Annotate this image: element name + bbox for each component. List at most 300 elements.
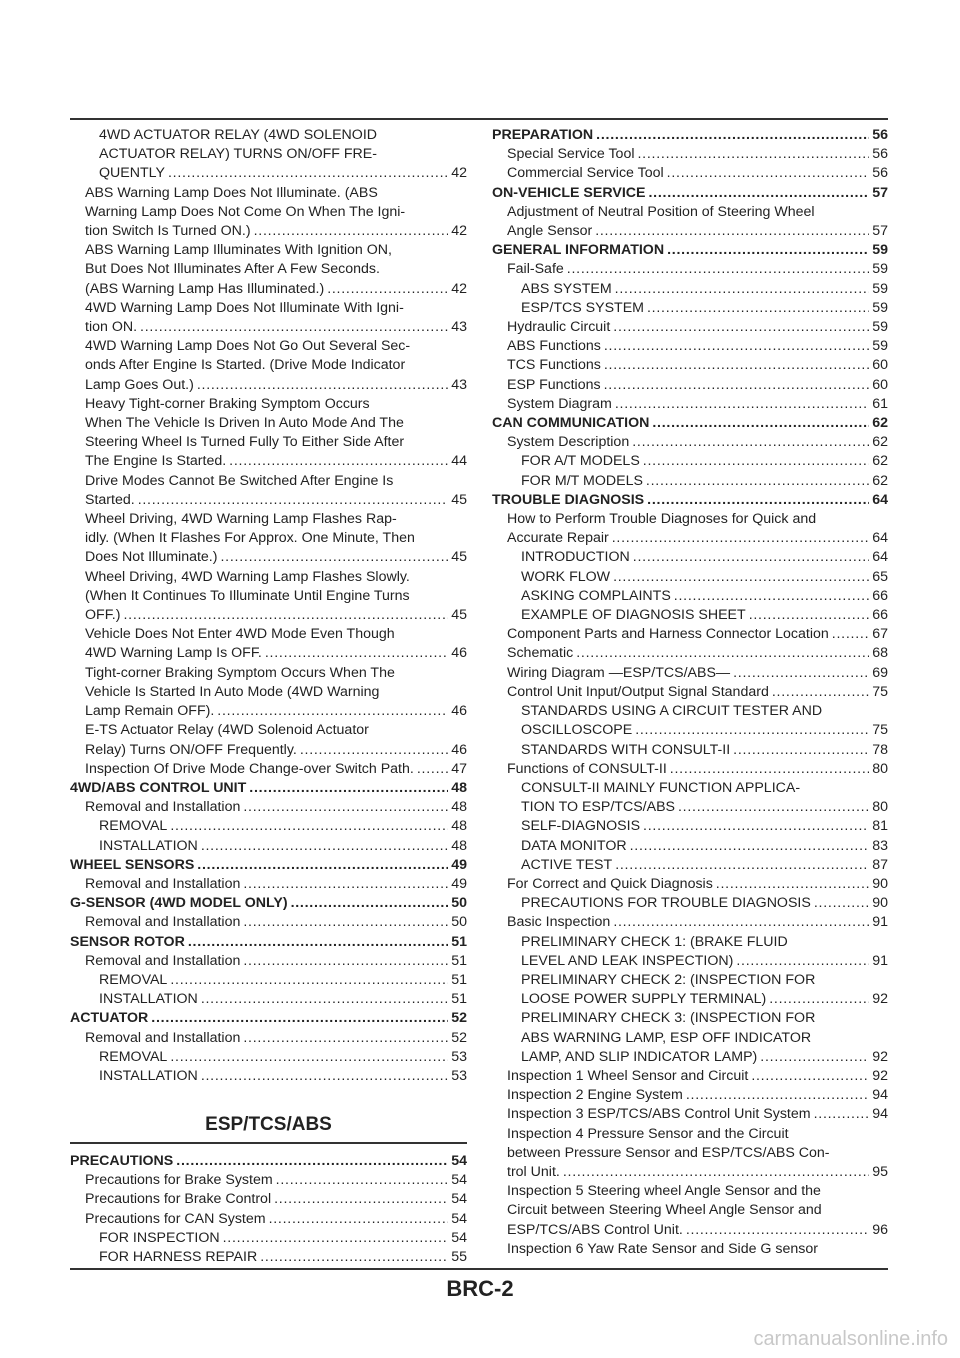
toc-left-top-list	[70, 126, 467, 1086]
toc-entry[interactable]	[492, 856, 888, 875]
toc-entry[interactable]	[70, 837, 467, 856]
toc-entry-title: E-TS Actuator Relay (4WD Solenoid Actuator	[85, 722, 369, 739]
toc-entry[interactable]	[70, 1248, 467, 1267]
toc-entry-line	[85, 241, 467, 260]
toc-entry-title: REMOVAL	[99, 971, 168, 988]
toc-entry-title: Tight-corner Braking Symptom Occurs When The	[85, 664, 395, 681]
toc-entry-title: STANDARDS USING A CIRCUIT TESTER AND	[521, 703, 823, 720]
toc-entry-title: FOR HARNESS REPAIR	[99, 1249, 258, 1266]
toc-entry-title: ABS SYSTEM	[521, 280, 612, 297]
toc-entry[interactable]	[492, 1067, 888, 1086]
dot-leader	[638, 145, 870, 164]
toc-entry[interactable]	[492, 1086, 888, 1105]
toc-entry-page: 43	[451, 319, 467, 336]
toc-entry-title: onds After Engine Is Started. (Drive Mode Indicator	[85, 357, 406, 374]
toc-entry-title: Heavy Tight-corner Braking Symptom Occurs	[85, 395, 370, 412]
dot-leader	[646, 472, 869, 491]
toc-entry[interactable]	[70, 894, 467, 913]
toc-entry-line	[507, 913, 888, 932]
dot-leader	[168, 164, 448, 183]
dot-leader	[243, 1029, 448, 1048]
toc-entry-page: 42	[451, 165, 467, 182]
toc-entry-title: LEVEL AND LEAK INSPECTION)	[521, 952, 734, 969]
toc-entry-title: Inspection 3 ESP/TCS/ABS Control Unit System	[507, 1106, 811, 1123]
dot-leader	[243, 952, 448, 971]
dot-leader	[613, 568, 869, 587]
dot-leader	[647, 491, 869, 510]
toc-entry-title: ABS Functions	[507, 338, 601, 355]
toc-entry-title: 4WD Warning Lamp Is OFF.	[85, 645, 262, 662]
toc-entry[interactable]	[492, 971, 888, 1009]
toc-entry-page: 59	[872, 242, 888, 259]
toc-entry-page: 90	[872, 895, 888, 912]
dot-leader	[229, 452, 448, 471]
toc-entry[interactable]	[492, 1182, 888, 1240]
toc-entry[interactable]	[70, 1229, 467, 1248]
toc-entry-page: 54	[451, 1153, 467, 1169]
toc-entry[interactable]	[70, 625, 467, 663]
toc-entry[interactable]	[70, 817, 467, 836]
toc-entry-line	[70, 856, 467, 875]
dot-leader	[596, 126, 869, 145]
toc-entry[interactable]	[492, 318, 888, 337]
toc-entry-line	[521, 606, 888, 625]
toc-entry-title: CAN COMMUNICATION	[492, 415, 650, 432]
toc-entry-page: 56	[872, 146, 888, 163]
dot-leader	[201, 837, 448, 856]
toc-entry[interactable]	[70, 990, 467, 1009]
toc-entry[interactable]	[492, 280, 888, 299]
dot-leader	[615, 280, 870, 299]
toc-entry[interactable]	[492, 664, 888, 683]
toc-entry-title: INSTALLATION	[99, 991, 198, 1008]
toc-entry-line	[507, 145, 888, 164]
toc-entry[interactable]	[492, 1009, 888, 1067]
toc-entry-line	[70, 1009, 467, 1028]
dot-leader	[643, 817, 869, 836]
toc-entry-title: Relay) Turns ON/OFF Frequently.	[85, 741, 297, 758]
toc-entry[interactable]	[492, 683, 888, 702]
toc-entry-line	[85, 1210, 467, 1229]
dot-leader	[613, 913, 869, 932]
section-rule	[70, 1142, 467, 1144]
toc-entry-line	[521, 1029, 888, 1048]
toc-entry-line	[507, 625, 888, 644]
toc-entry-title: (ABS Warning Lamp Has Illuminated.)	[85, 280, 325, 297]
toc-entry-page: 59	[872, 280, 888, 297]
toc-entry-line	[70, 894, 467, 913]
toc-entry-title: PRELIMINARY CHECK 2: (INSPECTION FOR	[521, 971, 816, 988]
toc-entry-line	[85, 548, 467, 567]
toc-left-bottom-list	[70, 1152, 467, 1267]
toc-entry-title: DATA MONITOR	[521, 837, 627, 854]
toc-entry[interactable]	[492, 779, 888, 817]
toc-entry-line	[507, 260, 888, 279]
toc-entry-line	[99, 164, 467, 183]
dot-leader	[772, 683, 869, 702]
toc-entry-line	[85, 452, 467, 471]
toc-entry-line	[507, 510, 888, 529]
toc-entry-page: 49	[451, 856, 467, 873]
toc-entry[interactable]	[70, 1171, 467, 1190]
toc-entry-line	[85, 760, 467, 779]
toc-entry-page: 48	[451, 837, 467, 854]
toc-entry[interactable]	[492, 702, 888, 740]
toc-entry-line	[492, 241, 888, 260]
toc-entry-title: ASKING COMPLAINTS	[521, 587, 671, 604]
toc-entry[interactable]	[70, 241, 467, 299]
toc-entry[interactable]	[492, 376, 888, 395]
toc-entry-page: 53	[451, 1048, 467, 1065]
toc-entry-line	[521, 741, 888, 760]
toc-entry-title: ABS WARNING LAMP, ESP OFF INDICATOR	[521, 1029, 812, 1046]
toc-entry-title: Warning Lamp Does Not Come On When The Igni-	[85, 203, 406, 220]
toc-entry[interactable]	[492, 894, 888, 913]
dot-leader	[170, 971, 448, 990]
toc-entry-page: 60	[872, 376, 888, 393]
toc-entry-page: 51	[451, 991, 467, 1008]
toc-entry-title: 4WD/ABS CONTROL UNIT	[70, 779, 247, 796]
dot-leader	[751, 1067, 869, 1086]
toc-entry[interactable]	[492, 472, 888, 491]
toc-entry[interactable]	[70, 856, 467, 875]
toc-entry-title: Inspection 1 Wheel Sensor and Circuit	[507, 1067, 749, 1084]
toc-entry-title: Special Service Tool	[507, 146, 635, 163]
toc-entry-title: ESP/TCS/ABS Control Unit.	[507, 1221, 683, 1238]
toc-entry-title: Fail-Safe	[507, 261, 564, 278]
toc-entry[interactable]	[492, 644, 888, 663]
toc-entry-line	[507, 164, 888, 183]
toc-entry-page: 52	[451, 1010, 467, 1027]
toc-entry-line	[521, 452, 888, 471]
toc-entry[interactable]	[492, 395, 888, 414]
toc-entry[interactable]	[70, 1067, 467, 1086]
dot-leader	[674, 587, 869, 606]
toc-entry-line	[99, 1248, 467, 1267]
toc-entry[interactable]	[492, 760, 888, 779]
toc-entry-title: Hydraulic Circuit	[507, 319, 611, 336]
toc-entry[interactable]	[70, 933, 467, 952]
toc-entry-line	[507, 318, 888, 337]
toc-entry-line	[507, 1105, 888, 1124]
toc-entry[interactable]	[70, 798, 467, 817]
toc-entry-title: ESP Functions	[507, 376, 601, 393]
toc-entry-line	[85, 568, 467, 587]
toc-entry-line	[85, 491, 467, 510]
toc-entry[interactable]	[70, 1048, 467, 1067]
toc-entry-title: ACTIVE TEST	[521, 856, 613, 873]
toc-entry[interactable]	[70, 721, 467, 759]
toc-entry[interactable]	[492, 337, 888, 356]
toc-entry-line	[70, 1152, 467, 1171]
dot-leader	[123, 606, 448, 625]
toc-entry-page: 94	[872, 1087, 888, 1104]
toc-entry-line	[521, 568, 888, 587]
toc-entry-page: 54	[451, 1172, 467, 1189]
toc-entry-line	[507, 1144, 888, 1163]
dot-leader	[243, 913, 448, 932]
toc-entry-line	[521, 894, 888, 913]
toc-entry-title: PRELIMINARY CHECK 1: (BRAKE FLUID	[521, 933, 788, 950]
toc-entry-title: Removal and Installation	[85, 1029, 241, 1046]
dot-leader	[197, 376, 448, 395]
toc-entry-page: 53	[451, 1067, 467, 1084]
toc-entry-line	[85, 260, 467, 279]
toc-entry-line	[70, 933, 467, 952]
dot-leader	[667, 164, 870, 183]
dot-leader	[648, 184, 869, 203]
toc-entry-title: REMOVAL	[99, 818, 168, 835]
toc-entry-page: 59	[872, 299, 888, 316]
toc-entry-line	[507, 1240, 888, 1259]
toc-entry[interactable]	[492, 1125, 888, 1183]
toc-entry-page: 42	[451, 280, 467, 297]
toc-entry-page: 50	[451, 895, 467, 912]
toc-entry-title: ABS Warning Lamp Does Not Illuminate. (ABS	[85, 184, 378, 201]
toc-entry-title: CONSULT-II MAINLY FUNCTION APPLICA-	[521, 779, 801, 796]
toc-entry-page: 51	[451, 952, 467, 969]
toc-entry-line	[507, 529, 888, 548]
dot-leader	[604, 356, 869, 375]
dot-leader	[249, 779, 448, 798]
toc-entry-page: 43	[451, 376, 467, 393]
toc-entry[interactable]	[492, 260, 888, 279]
dot-leader	[274, 1190, 448, 1209]
toc-entry-page: 60	[872, 357, 888, 374]
toc-entry-line	[99, 990, 467, 1009]
toc-entry-line	[85, 376, 467, 395]
toc-entry-title: WORK FLOW	[521, 568, 611, 585]
toc-entry[interactable]	[492, 433, 888, 452]
toc-entry-page: 55	[451, 1249, 467, 1266]
toc-entry-line	[85, 280, 467, 299]
toc-entry[interactable]	[70, 568, 467, 626]
toc-entry[interactable]	[70, 875, 467, 894]
toc-entry[interactable]	[492, 491, 888, 510]
toc-entry-page: 51	[451, 971, 467, 988]
toc-entry-line	[85, 606, 467, 625]
toc-entry-title: The Engine Is Started.	[85, 453, 227, 470]
toc-entry-page: 92	[872, 1067, 888, 1084]
toc-entry[interactable]	[70, 472, 467, 510]
toc-entry-title: TION TO ESP/TCS/ABS	[521, 799, 675, 816]
toc-entry-line	[521, 587, 888, 606]
toc-entry-title: ABS Warning Lamp Illuminates With Ignition ON,	[85, 242, 392, 259]
toc-entry-line	[507, 222, 888, 241]
toc-entry[interactable]	[70, 952, 467, 971]
toc-entry-line	[521, 933, 888, 952]
toc-entry[interactable]	[492, 587, 888, 606]
toc-entry-title: Precautions for CAN System	[85, 1210, 266, 1227]
toc-entry[interactable]	[492, 817, 888, 836]
toc-entry-page: 52	[451, 1029, 467, 1046]
toc-entry[interactable]	[492, 203, 888, 241]
toc-entry-title: Vehicle Is Started In Auto Mode (4WD Warning	[85, 683, 380, 700]
dot-leader	[652, 414, 869, 433]
toc-entry-line	[99, 126, 467, 145]
toc-entry[interactable]	[70, 1190, 467, 1209]
toc-entry-line	[492, 414, 888, 433]
toc-entry-title: EXAMPLE OF DIAGNOSIS SHEET	[521, 607, 746, 624]
toc-entry-title: FOR INSPECTION	[99, 1229, 220, 1246]
toc-entry[interactable]	[492, 548, 888, 567]
toc-entry[interactable]	[70, 971, 467, 990]
toc-entry-title: Inspection Of Drive Mode Change-over Switch Path.	[85, 760, 414, 777]
toc-entry[interactable]	[70, 510, 467, 568]
toc-entry[interactable]	[492, 452, 888, 471]
toc-entry-line	[521, 817, 888, 836]
toc-entry-title: PREPARATION	[492, 127, 594, 143]
toc-entry-page: 92	[872, 1048, 888, 1065]
toc-entry-line	[507, 203, 888, 222]
toc-entry[interactable]	[70, 1152, 467, 1171]
toc-entry-page: 67	[872, 626, 888, 643]
toc-entry[interactable]	[492, 875, 888, 894]
toc-entry[interactable]	[492, 184, 888, 203]
toc-entry-page: 75	[872, 683, 888, 700]
dot-leader	[327, 280, 448, 299]
toc-entry-title: trol Unit.	[507, 1163, 560, 1180]
toc-entry-line	[85, 299, 467, 318]
dot-leader	[716, 875, 869, 894]
toc-entry-title: STANDARDS WITH CONSULT-II	[521, 741, 731, 758]
toc-entry-line	[492, 184, 888, 203]
toc-entry-title: OFF.)	[85, 607, 121, 624]
toc-entry-title: Adjustment of Neutral Position of Steering Wheel	[507, 203, 815, 220]
toc-entry[interactable]	[492, 913, 888, 932]
toc-entry-title: SENSOR ROTOR	[70, 933, 185, 950]
toc-entry-title: 4WD ACTUATOR RELAY (4WD SOLENOID	[99, 127, 378, 143]
toc-entry[interactable]	[492, 741, 888, 760]
dot-leader	[254, 222, 449, 241]
toc-entry[interactable]	[70, 779, 467, 798]
toc-entry[interactable]	[492, 241, 888, 260]
toc-entry[interactable]	[70, 913, 467, 932]
toc-entry[interactable]	[492, 606, 888, 625]
toc-entry[interactable]	[492, 414, 888, 433]
toc-entry-title: 4WD Warning Lamp Does Not Go Out Several Sec-	[85, 338, 411, 355]
toc-entry-line	[521, 952, 888, 971]
toc-left-bottom-column	[70, 1152, 467, 1267]
toc-entry-page: 61	[872, 395, 888, 412]
toc-entry[interactable]	[70, 337, 467, 395]
toc-entry-line	[507, 1086, 888, 1105]
toc-entry-line	[85, 952, 467, 971]
dot-leader	[300, 741, 448, 760]
toc-entry-line	[85, 433, 467, 452]
toc-entry[interactable]	[70, 184, 467, 242]
toc-entry[interactable]	[70, 1210, 467, 1229]
dot-leader	[630, 837, 870, 856]
toc-entry-title: For Correct and Quick Diagnosis	[507, 875, 713, 892]
dot-leader	[223, 1229, 449, 1248]
toc-entry-page: 94	[872, 1106, 888, 1123]
toc-entry-title: Removal and Installation	[85, 875, 241, 892]
toc-entry[interactable]	[70, 1029, 467, 1048]
toc-entry-title: PRELIMINARY CHECK 3: (INSPECTION FOR	[521, 1010, 816, 1027]
toc-entry[interactable]	[492, 510, 888, 548]
toc-entry-title: Wheel Driving, 4WD Warning Lamp Flashes Rap-	[85, 511, 397, 528]
toc-entry-title: SELF-DIAGNOSIS	[521, 818, 641, 835]
toc-entry[interactable]	[492, 145, 888, 164]
dot-leader	[417, 760, 448, 779]
toc-entry-page: 42	[451, 223, 467, 240]
toc-entry-title: How to Perform Trouble Diagnoses for Quick and	[507, 511, 817, 528]
toc-entry-page: 64	[872, 530, 888, 547]
dot-leader	[563, 1163, 869, 1182]
toc-entry-line	[85, 414, 467, 433]
toc-entry[interactable]	[492, 356, 888, 375]
toc-entry-title: Lamp Remain OFF).	[85, 703, 215, 720]
toc-entry-page: 45	[451, 491, 467, 508]
toc-entry-line	[99, 971, 467, 990]
toc-entry-line	[507, 356, 888, 375]
toc-entry-title: Removal and Installation	[85, 914, 241, 931]
toc-entry-title: Inspection 6 Yaw Rate Sensor and Side G sensor	[507, 1240, 818, 1257]
toc-entry-line	[521, 837, 888, 856]
toc-entry[interactable]	[70, 664, 467, 722]
toc-entry-title: Wiring Diagram —ESP/TCS/ABS—	[507, 664, 731, 681]
toc-entry[interactable]	[492, 568, 888, 587]
toc-entry-title: WHEEL SENSORS	[70, 856, 195, 873]
toc-entry-line	[521, 1009, 888, 1028]
toc-entry-page: 80	[872, 799, 888, 816]
toc-entry-line	[521, 472, 888, 491]
toc-entry[interactable]	[492, 1240, 888, 1259]
toc-entry-title: ON-VEHICLE SERVICE	[492, 184, 646, 201]
toc-entry-line	[507, 1067, 888, 1086]
toc-entry-line	[521, 1048, 888, 1067]
footer-rule	[70, 1268, 888, 1270]
toc-entry[interactable]	[492, 933, 888, 971]
toc-entry[interactable]	[492, 625, 888, 644]
toc-entry-title: Basic Inspection	[507, 914, 611, 931]
toc-entry-title: REMOVAL	[99, 1048, 168, 1065]
toc-entry-title: G-SENSOR (4WD MODEL ONLY)	[70, 895, 288, 912]
toc-entry-title: PRECAUTIONS	[70, 1153, 174, 1169]
toc-entry[interactable]	[70, 299, 467, 337]
toc-entry[interactable]	[70, 1009, 467, 1028]
toc-entry[interactable]	[492, 126, 888, 145]
toc-entry-page: 46	[451, 741, 467, 758]
toc-entry-line	[70, 779, 467, 798]
toc-entry-title: Accurate Repair	[507, 530, 609, 547]
toc-entry[interactable]	[70, 395, 467, 472]
toc-entry-line	[521, 548, 888, 567]
toc-entry[interactable]	[492, 1105, 888, 1124]
toc-entry[interactable]	[70, 126, 467, 184]
toc-entry-page: 54	[451, 1191, 467, 1208]
toc-entry-title: When The Vehicle Is Driven In Auto Mode And The	[85, 415, 404, 432]
dot-leader	[760, 1048, 869, 1067]
toc-entry-line	[85, 356, 467, 375]
toc-entry[interactable]	[492, 299, 888, 318]
toc-entry[interactable]	[70, 760, 467, 779]
toc-entry[interactable]	[492, 164, 888, 183]
toc-entry-line	[85, 664, 467, 683]
dot-leader	[733, 741, 869, 760]
watermark: carmanualsonline.info	[753, 1328, 948, 1350]
toc-entry-page: 48	[451, 799, 467, 816]
toc-entry-title: Steering Wheel Is Turned Fully To Either Side After	[85, 434, 405, 451]
toc-entry-line	[521, 971, 888, 990]
toc-entry-title: Functions of CONSULT-II	[507, 760, 667, 777]
toc-entry-page: 87	[872, 856, 888, 873]
dot-leader	[170, 817, 448, 836]
toc-entry[interactable]	[492, 837, 888, 856]
toc-entry-title: Schematic	[507, 645, 574, 662]
toc-entry-title: LAMP, AND SLIP INDICATOR LAMP)	[521, 1048, 758, 1065]
